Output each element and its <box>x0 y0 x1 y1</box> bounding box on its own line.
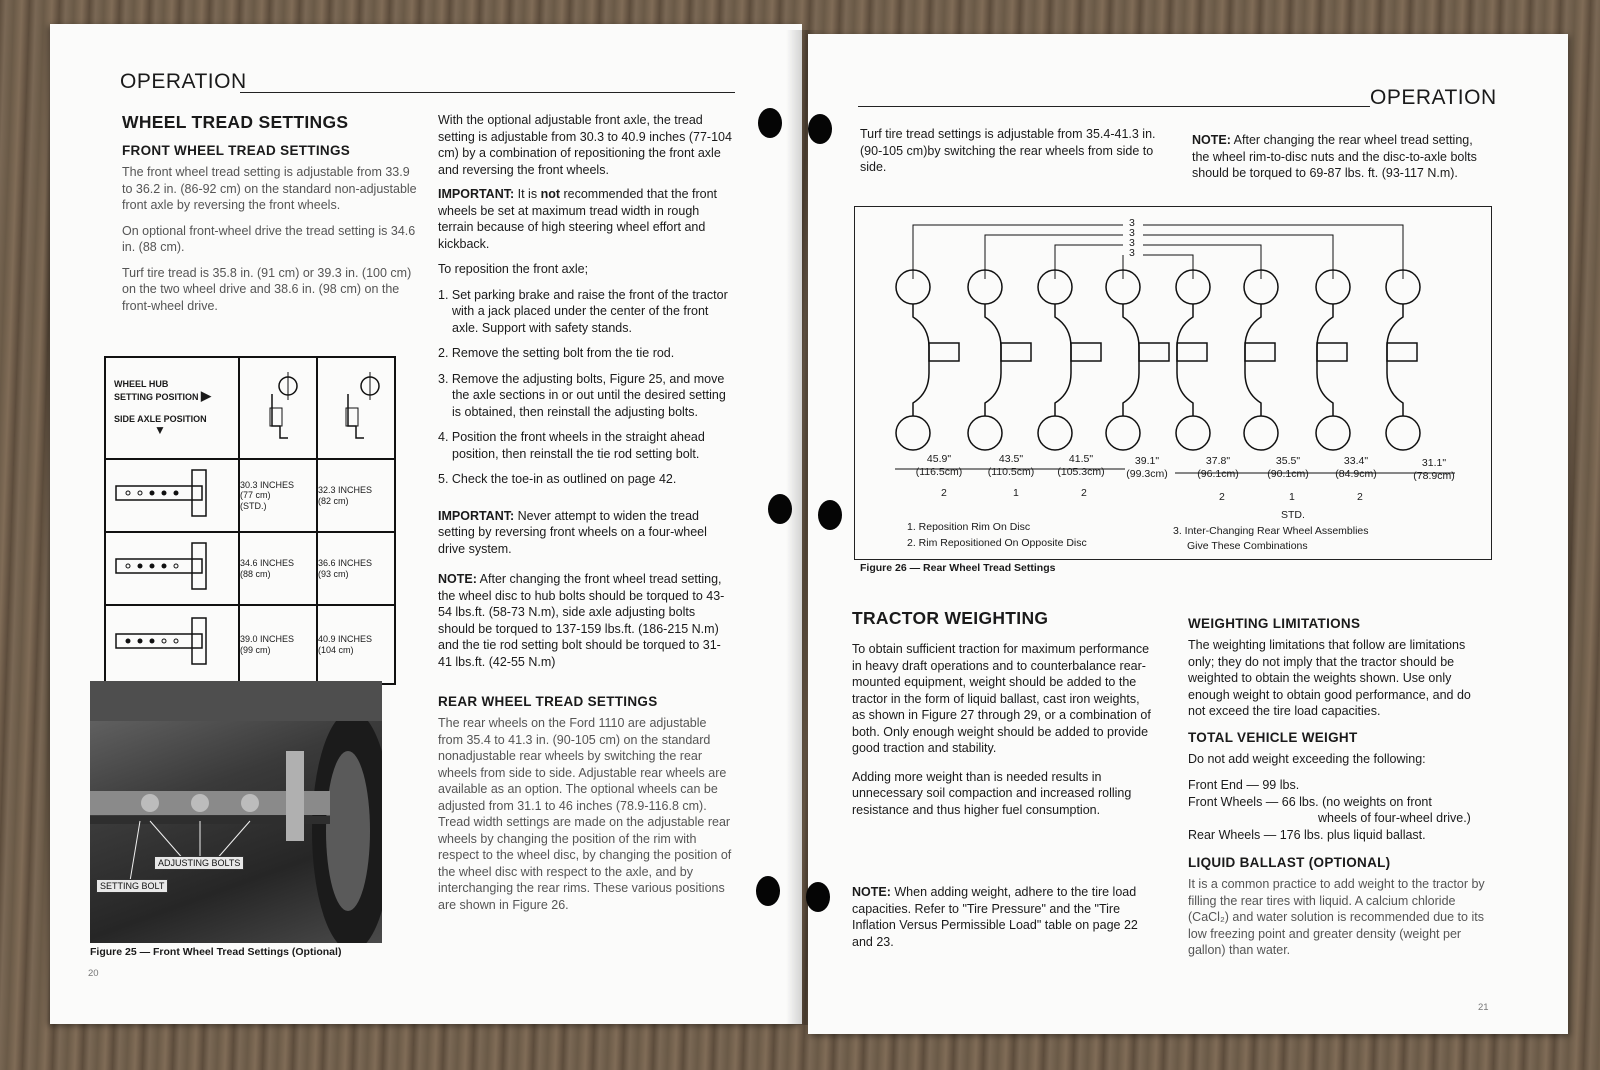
legend-3a: 3. Inter-Changing Rear Wheel Assemblies <box>1173 525 1369 537</box>
hub-icon-cell-1 <box>239 357 317 459</box>
wheel-bottom-circle <box>1176 416 1210 450</box>
row1-a: 30.3 INCHES (77 cm) (STD.) <box>239 459 317 532</box>
header-rule-right <box>858 106 1370 107</box>
setting-3: 41.5" (105.3cm) <box>1057 453 1105 478</box>
setting-5: 37.8" (96.1cm) <box>1197 455 1239 480</box>
combination-line <box>985 235 1123 279</box>
combination-line <box>1143 245 1261 279</box>
axle-row-3-icon <box>105 605 239 684</box>
note-front: NOTE: After changing the front wheel tread setting, the wheel disc to hub bolts should be torqued to 43-54 lbs.ft. (58-73 N.m), side axle adjusting bolts should be torqued to 137-159 lbs.ft. (186-215 N.m) and the tie rod setting bolt should be torqued to 31-41 lbs.ft. (42-55 N.m) <box>438 572 725 669</box>
combination-line <box>1143 255 1193 279</box>
marker-6: 2 <box>1357 491 1363 503</box>
std-label: STD. <box>1281 509 1305 521</box>
hub-h3: SIDE AXLE POSITION <box>114 414 207 424</box>
axle-stub <box>1071 343 1101 361</box>
step-5: 5. Check the toe-in as outlined on page 42. <box>438 472 677 486</box>
wheel-bottom-circle <box>1244 416 1278 450</box>
total-vehicle-weight-title: TOTAL VEHICLE WEIGHT <box>1188 729 1358 745</box>
right-page <box>808 34 1568 1034</box>
important-2: IMPORTANT: Never attempt to widen the tread setting by reversing front wheels on a four-wheel drive system. <box>438 508 707 556</box>
axle-stub <box>1177 343 1207 361</box>
front-p1: The front wheel tread setting is adjustable from 33.9 to 36.2 in. (86-92 cm) on the standard non-adjustable front axle by reversing the front wheels. <box>122 165 417 212</box>
figure26-diagram <box>854 206 1492 560</box>
figure26-caption: Figure 26 — Rear Wheel Tread Settings <box>860 562 1056 574</box>
combination-line <box>1143 235 1333 279</box>
wheel-bottom-circle <box>1106 416 1140 450</box>
binder-hole <box>768 494 792 524</box>
tvw-intro: Do not add weight exceeding the following: <box>1188 751 1426 766</box>
adjusting-bolts-label: ADJUSTING BOLTS <box>154 856 244 870</box>
note-rear: NOTE: After changing the rear wheel tread setting, the wheel rim-to-disc nuts and the disc-to-axle bolts should be torqued to 69-87 lbs. ft. (93-117 N.m). <box>1192 133 1477 180</box>
front-wheels-weight: Front Wheels — 66 lbs. (no weights on front <box>1188 794 1432 809</box>
setting-2: 43.5" (110.5cm) <box>987 453 1035 478</box>
left-page-number: 20 <box>88 968 99 979</box>
three-label-1: 3 <box>1129 217 1135 229</box>
col2 <box>438 112 732 913</box>
step-1: 1. Set parking brake and raise the front of the tractor with a jack placed under the center of the front axle. Support with safety stands. <box>438 287 728 335</box>
wheel-rim-profile <box>985 304 1001 416</box>
turf-tread-p: Turf tire tread settings is adjustable from 35.4-41.3 in. (90-105 cm)by switching the rear wheels from side to side. <box>860 127 1156 174</box>
wheel-rim-profile <box>1245 304 1261 416</box>
axle-stub <box>1317 343 1347 361</box>
three-label-4: 3 <box>1129 247 1135 259</box>
row2-b: 36.6 INCHES (93 cm) <box>317 532 395 605</box>
combination-line <box>1143 225 1403 279</box>
hub-icon-cell-2 <box>317 357 395 459</box>
tractor-weighting-title: TRACTOR WEIGHTING <box>852 608 1049 628</box>
wheel-bottom-circle <box>968 416 1002 450</box>
axle-position-icon-1 <box>106 460 238 526</box>
front-wheels-weight-2: wheels of four-wheel drive.) <box>1318 811 1471 825</box>
weighting-p2: Adding more weight than is needed results in unnecessary soil compaction and increased rolling resistance and thus higher fuel consumption. <box>852 769 1132 817</box>
rear-wheel-title: REAR WHEEL TREAD SETTINGS <box>438 694 658 709</box>
col1 <box>122 112 422 314</box>
row3-b: 40.9 INCHES (104 cm) <box>317 605 395 684</box>
front-axle-photo <box>90 681 382 943</box>
marker-4: 2 <box>1219 491 1225 503</box>
axle-stub <box>1139 343 1169 361</box>
wheel-rim-profile <box>1177 304 1193 416</box>
three-label-2: 3 <box>1129 227 1135 239</box>
header-rule <box>240 92 735 93</box>
axle-stub <box>1001 343 1031 361</box>
axle-position-icon-3 <box>106 606 238 678</box>
weighting-col <box>852 608 1152 950</box>
three-label-3: 3 <box>1129 237 1135 249</box>
front-p2: On optional front-wheel drive the tread setting is 34.6 in. (88 cm). <box>122 223 416 254</box>
front-end-weight: Front End — 99 lbs. <box>1188 778 1300 792</box>
binder-hole <box>758 108 782 138</box>
binder-hole <box>756 876 780 906</box>
reposition-intro: To reposition the front axle; <box>438 262 589 276</box>
setting-bolt-label: SETTING BOLT <box>96 879 168 893</box>
axle-position-icon-2 <box>106 533 238 599</box>
left-header: OPERATION <box>120 70 247 93</box>
axle-photo-drawing <box>90 681 382 943</box>
setting-1: 45.9" (116.5cm) <box>915 453 963 478</box>
step-2: 2. Remove the setting bolt from the tie rod. <box>438 346 675 360</box>
wheel-bottom-circle <box>896 416 930 450</box>
weighting-note: NOTE: When adding weight, adhere to the tire load capacities. Refer to "Tire Pressure" and the "Tire Inflation Versus Permissible Load" table on page 22 and 23. <box>852 885 1138 949</box>
limits-col <box>1188 616 1490 959</box>
binder-hole <box>818 500 842 530</box>
wheel-bottom-circle <box>1038 416 1072 450</box>
front-p3: Turf tire tread is 35.8 in. (91 cm) or 39.3 in. (100 cm) on the two wheel drive and 38.6 in. (98 cm) on the front-wheel drive. <box>122 265 412 313</box>
axle-row-1-icon <box>105 459 239 532</box>
limits-p1: The weighting limitations that follow are limitations only; they do not imply that the tractor should be weighted to obtain the weights shown. Use only enough weight to obtain good performance, and do not exceed the tire load capacities. <box>1188 638 1471 718</box>
figure25-caption: Figure 25 — Front Wheel Tread Settings (Optional) <box>90 946 342 958</box>
wheel-rim-profile <box>1123 304 1139 416</box>
weighting-limitations-title: WEIGHTING LIMITATIONS <box>1188 616 1361 631</box>
weighting-p1: To obtain sufficient traction for maximum performance in heavy draft operations and to counterbalance rear-mounted equipment, weight should be added to the tractor in the form of liquid ballast, cast iron weights, as shown in Figure 27 through 29, or a combination of both. Only enough weight should be added to provide good traction and stability. <box>852 642 1151 755</box>
rear-wheel-drawing <box>855 207 1491 559</box>
left-page <box>50 24 802 1024</box>
legend-3b: Give These Combinations <box>1187 540 1308 552</box>
marker-2: 1 <box>1013 487 1019 499</box>
row3-a: 39.0 INCHES (99 cm) <box>239 605 317 684</box>
row1-b: 32.3 INCHES (82 cm) <box>317 459 395 532</box>
hub-h2: SETTING POSITION <box>114 392 199 402</box>
axle-stub <box>929 343 959 361</box>
ballast-p: It is a common practice to add weight to the tractor by filling the rear tires with liquid. A calcium chloride (CaCl₂) and water solution is recommended due to its low freezing point and greater density (weight per gallon) than water. <box>1188 877 1485 957</box>
step-3: 3. Remove the adjusting bolts, Figure 25, and move the axle sections in or out until the desired setting is obtained, then reinstall the adjusting bolts. <box>438 371 726 419</box>
rear-wheel-p: The rear wheels on the Ford 1110 are adjustable from 35.4 to 41.3 in. (90-105 cm) on the standard nonadjustable rear wheels by switching the rear wheels from side to side. Adjustable rear wheels are available as an option. The optional wheels can be adjusted from 31.1 to 46 inches (78.9-116.8 cm). Tread width settings are made on the adjustable rear wheels by changing the position of the rim with respect to the wheel disc, by changing the position of the wheel disc with respect to the axle, and by interchanging the rear rims. These various positions are shown in Figure 26. <box>438 716 732 912</box>
hub-header-cell: WHEEL HUB SETTING POSITION ▶ SIDE AXLE POSITION ▼ <box>105 357 239 459</box>
right-page-number: 21 <box>1478 1002 1489 1013</box>
axle-row-2-icon <box>105 532 239 605</box>
binder-hole <box>808 114 832 144</box>
setting-8: 31.1" (78.9cm) <box>1413 457 1455 482</box>
setting-7: 33.4" (84.9cm) <box>1335 455 1377 480</box>
important-1: IMPORTANT: It is not recommended that the front wheels be set at maximum tread width in rough terrain because of high steering wheel effort and kickback. <box>438 187 718 251</box>
legend-1: 1. Reposition Rim On Disc <box>907 521 1031 533</box>
marker-5: 1 <box>1289 491 1295 503</box>
axle-stub <box>1245 343 1275 361</box>
combination-line <box>913 225 1123 279</box>
hub-position-icon-2 <box>318 364 394 448</box>
wheel-rim-profile <box>913 304 929 416</box>
legend-2: 2. Rim Repositioned On Opposite Disc <box>907 537 1087 549</box>
wheel-rim-profile <box>1387 304 1403 416</box>
liquid-ballast-title: LIQUID BALLAST (OPTIONAL) <box>1188 855 1391 870</box>
wheel-tread-title: WHEEL TREAD SETTINGS <box>122 112 349 132</box>
adj-axle-p: With the optional adjustable front axle, the tread setting is adjustable from 30.3 to 40.9 inches (77-104 cm) by a combination of repositioning the front axle and reversing the front wheels. <box>438 113 732 177</box>
hub-settings-table <box>104 356 396 685</box>
front-wheel-subtitle: FRONT WHEEL TREAD SETTINGS <box>122 143 351 158</box>
rear-wheels-weight: Rear Wheels — 176 lbs. plus liquid ballast. <box>1188 827 1426 842</box>
setting-6: 35.5" (90.1cm) <box>1267 455 1309 480</box>
binder-hole <box>806 882 830 912</box>
hub-position-icon-1 <box>240 364 316 448</box>
row2-a: 34.6 INCHES (88 cm) <box>239 532 317 605</box>
wheel-rim-profile <box>1317 304 1333 416</box>
marker-3: 2 <box>1081 487 1087 499</box>
wheel-rim-profile <box>1055 304 1071 416</box>
step-4: 4. Position the front wheels in the straight ahead position, then reinstall the tie rod setting bolt. <box>438 430 705 461</box>
axle-stub <box>1387 343 1417 361</box>
right-header: OPERATION <box>1370 86 1497 109</box>
marker-1: 2 <box>941 487 947 499</box>
wheel-bottom-circle <box>1386 416 1420 450</box>
wheel-bottom-circle <box>1316 416 1350 450</box>
setting-4: 39.1" (99.3cm) <box>1126 455 1168 480</box>
hub-h1: WHEEL HUB <box>114 379 169 389</box>
steps-list <box>438 287 732 488</box>
